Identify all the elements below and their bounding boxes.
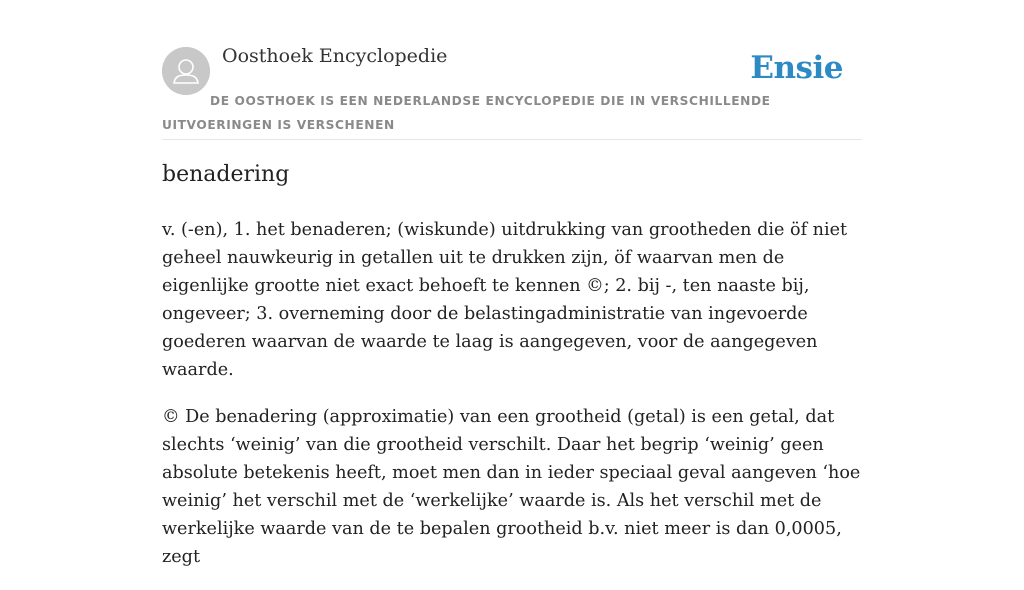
article-paragraph: v. (-en), 1. het benaderen; (wiskunde) uitdrukking van grootheden die öf niet geheel nauwkeurig in getallen uit te drukken zijn, öf waarvan men de eigenlijke grootte niet exact behoeft te kennen ©; 2. bij -, ten naaste bij, ongeveer; 3. overneming door de belastingadministratie van ingevoerde goederen waarvan de waarde te laag is aangegeven, voor de aangegeven waarde. [162, 220, 848, 380]
article-paragraph: © De benadering (approximatie) van een grootheid (getal) is een getal, dat slechts ‘weinig’ van die grootheid verschilt. Daar het begrip ‘weinig’ geen absolute betekenis heeft, moet men dan in ieder speciaal geval aangeven ‘hoe weinig’ het verschil met de ‘werkelijke’ waarde is. Als het verschil met de werkelijke waarde van de te bepalen grootheid b.v. niet meer is dan 0,0005, zegt [162, 407, 861, 567]
content-container [162, 0, 862, 567]
site-tagline: DE OOSTHOEK IS EEN NEDERLANDSE ENCYCLOPEDIE DIE IN VERSCHILLENDE UITVOERINGEN IS VERSCHENEN [162, 94, 771, 132]
brand-logo[interactable]: Ensie [750, 50, 843, 86]
site-name[interactable]: Oosthoek Encyclopedie [222, 45, 448, 67]
site-header [162, 0, 862, 140]
article-title: benadering [162, 162, 290, 187]
article-body [162, 216, 862, 590]
user-silhouette-icon[interactable] [162, 47, 210, 95]
